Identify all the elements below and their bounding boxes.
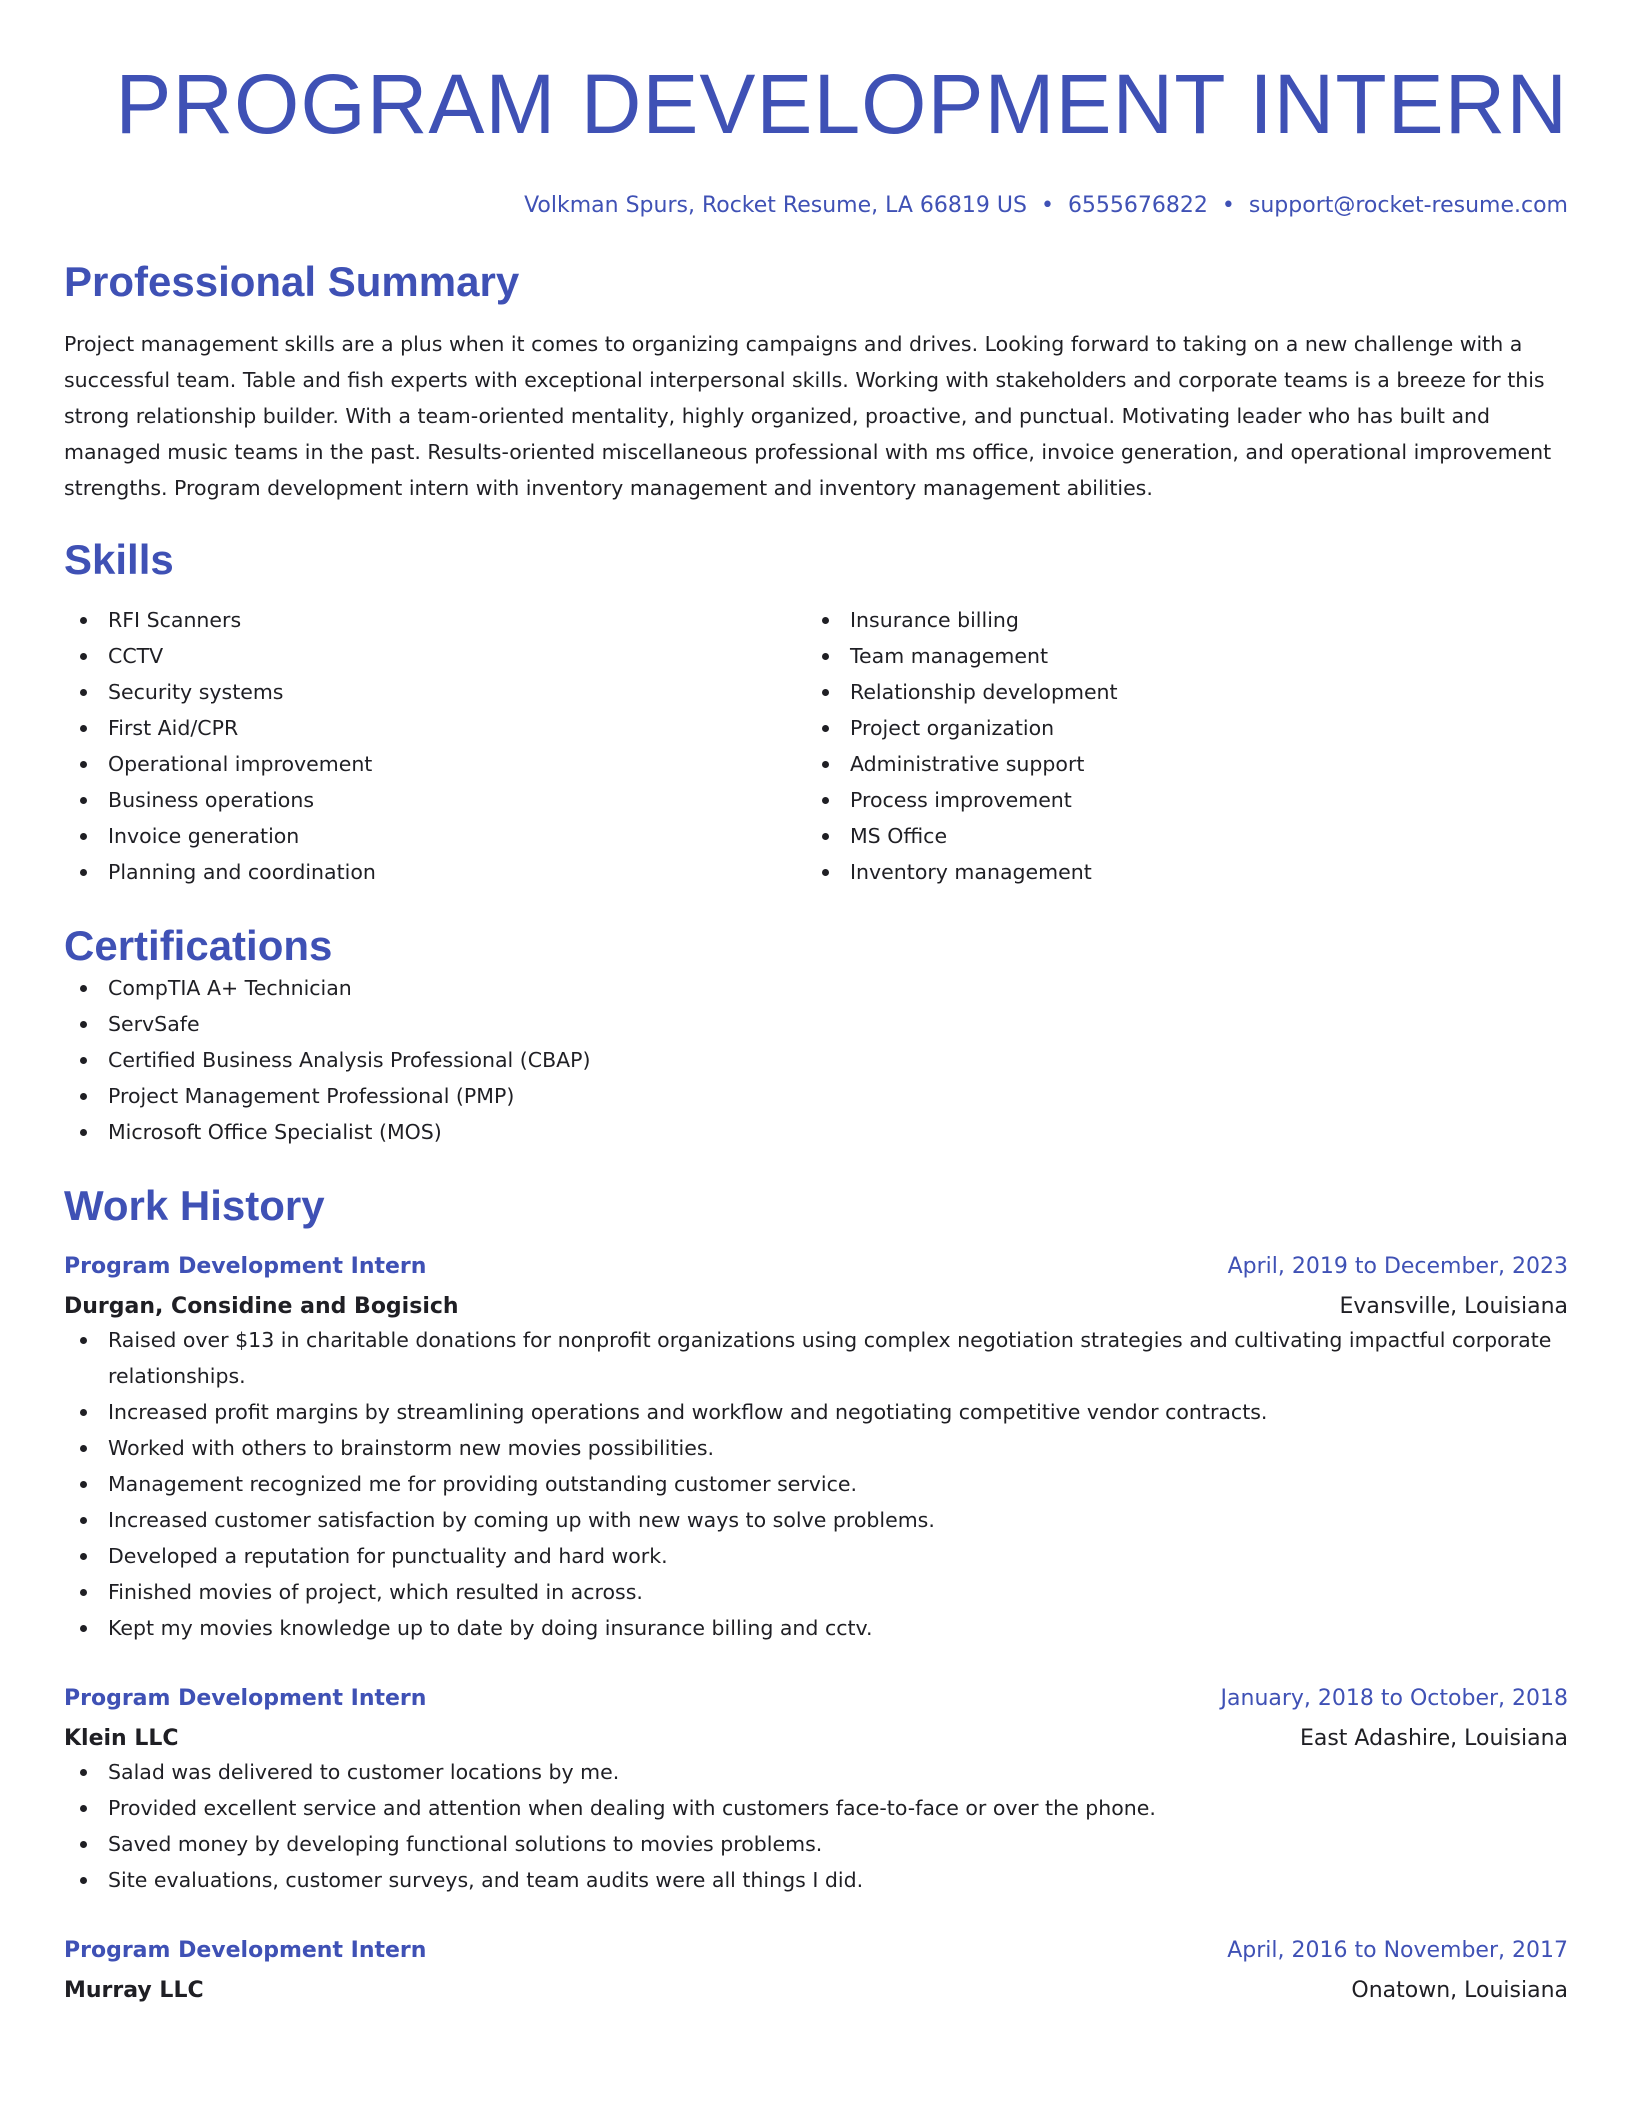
work-history-heading: Work History	[64, 1182, 325, 1229]
job-bullet: Provided excellent service and attention when dealing with customers face-to-face or over the phone.	[64, 1790, 1568, 1826]
job-company: Durgan, Considine and Bogisich	[64, 1294, 459, 1319]
job-header-row	[64, 1252, 1568, 1282]
certification-item: CompTIA A+ Technician	[64, 970, 1568, 1006]
certification-item: ServSafe	[64, 1006, 1568, 1042]
skills-heading: Skills	[64, 536, 174, 583]
job-header-row	[64, 1684, 1568, 1714]
skills-list-right	[806, 602, 1548, 890]
job-company-row	[64, 1282, 1568, 1322]
job-dates: April, 2019 to December, 2023	[1227, 1254, 1568, 1279]
job-location: Onatown, Louisiana	[1351, 1978, 1568, 2003]
certifications-list	[64, 970, 1568, 1150]
job-bullet: Kept my movies knowledge up to date by doing insurance billing and cctv.	[64, 1610, 1568, 1646]
job-entry	[64, 1684, 1568, 1898]
skill-item: Inventory management	[806, 854, 1548, 890]
skills-column-left	[64, 602, 806, 890]
job-header-row	[64, 1936, 1568, 1966]
skill-item: MS Office	[806, 818, 1548, 854]
skills-column-right	[806, 602, 1548, 890]
job-bullet: Developed a reputation for punctuality and hard work.	[64, 1538, 1568, 1574]
job-company: Murray LLC	[64, 1978, 204, 2003]
job-bullet: Increased profit margins by streamlining operations and workflow and negotiating competitive vendor contracts.	[64, 1394, 1568, 1430]
certifications-heading: Certifications	[64, 922, 333, 969]
job-entry	[64, 1936, 1568, 2006]
job-bullet: Salad was delivered to customer locations by me.	[64, 1754, 1568, 1790]
certification-item: Certified Business Analysis Professional (CBAP)	[64, 1042, 1568, 1078]
resume-title: PROGRAM DEVELOPMENT INTERN	[115, 57, 1568, 151]
job-bullet: Saved money by developing functional solutions to movies problems.	[64, 1826, 1568, 1862]
skill-item: Security systems	[64, 674, 806, 710]
skill-item: Relationship development	[806, 674, 1548, 710]
skill-item: First Aid/CPR	[64, 710, 806, 746]
job-location: East Adashire, Louisiana	[1299, 1726, 1568, 1751]
job-bullet: Raised over $13 in charitable donations for nonprofit organizations using complex negotiation strategies and cultivating impactful corporate relationships.	[64, 1322, 1568, 1394]
job-title: Program Development Intern	[64, 1686, 427, 1711]
summary-heading: Professional Summary	[64, 258, 520, 305]
job-dates: January, 2018 to October, 2018	[1220, 1686, 1568, 1711]
skill-item: Business operations	[64, 782, 806, 818]
job-company: Klein LLC	[64, 1726, 179, 1751]
skill-item: Process improvement	[806, 782, 1548, 818]
summary-text: Project management skills are a plus when it comes to organizing campaigns and drives. Looking forward to taking on a new challenge with a successful team. Table and fish experts with exceptional interpersonal skills. Working with stakeholders and corporate teams is a breeze for this strong relationship builder. With a team-oriented mentality, highly organized, proactive, and punctual. Motivating leader who has built and managed music teams in the past. Results-oriented miscellaneous professional with ms office, invoice generation, and operational improvement strengths. Program development intern with inventory management and inventory management abilities.	[64, 332, 1552, 500]
job-bullet-list	[64, 1322, 1568, 1646]
skills-grid	[64, 602, 1568, 890]
skill-item: Team management	[806, 638, 1548, 674]
contact-line	[64, 192, 1568, 220]
job-company-row	[64, 1714, 1568, 1754]
skills-list-left	[64, 602, 806, 890]
certification-item: Microsoft Office Specialist (MOS)	[64, 1114, 1568, 1150]
skill-item: Insurance billing	[806, 602, 1548, 638]
skill-item: CCTV	[64, 638, 806, 674]
skill-item: Administrative support	[806, 746, 1548, 782]
contact-address: Volkman Spurs, Rocket Resume, LA 66819 US	[524, 193, 1027, 218]
job-bullet: Finished movies of project, which resulted in across.	[64, 1574, 1568, 1610]
job-bullet: Site evaluations, customer surveys, and team audits were all things I did.	[64, 1862, 1568, 1898]
job-entry	[64, 1252, 1568, 1646]
skill-item: Project organization	[806, 710, 1548, 746]
job-bullet-list	[64, 1754, 1568, 1898]
skill-item: RFI Scanners	[64, 602, 806, 638]
contact-email: support@rocket-resume.com	[1248, 193, 1568, 218]
job-dates: April, 2016 to November, 2017	[1227, 1938, 1568, 1963]
job-bullet: Increased customer satisfaction by coming up with new ways to solve problems.	[64, 1502, 1568, 1538]
job-title: Program Development Intern	[64, 1938, 427, 1963]
skill-item: Planning and coordination	[64, 854, 806, 890]
skill-item: Operational improvement	[64, 746, 806, 782]
job-bullet: Worked with others to brainstorm new movies possibilities.	[64, 1430, 1568, 1466]
job-bullet: Management recognized me for providing outstanding customer service.	[64, 1466, 1568, 1502]
contact-separator: •	[1040, 193, 1054, 218]
certification-item: Project Management Professional (PMP)	[64, 1078, 1568, 1114]
job-company-row	[64, 1966, 1568, 2006]
contact-separator: •	[1221, 193, 1235, 218]
contact-phone: 6555676822	[1067, 193, 1208, 218]
job-location: Evansville, Louisiana	[1339, 1294, 1568, 1319]
resume-page	[64, 0, 1568, 2006]
skill-item: Invoice generation	[64, 818, 806, 854]
job-title: Program Development Intern	[64, 1254, 427, 1279]
